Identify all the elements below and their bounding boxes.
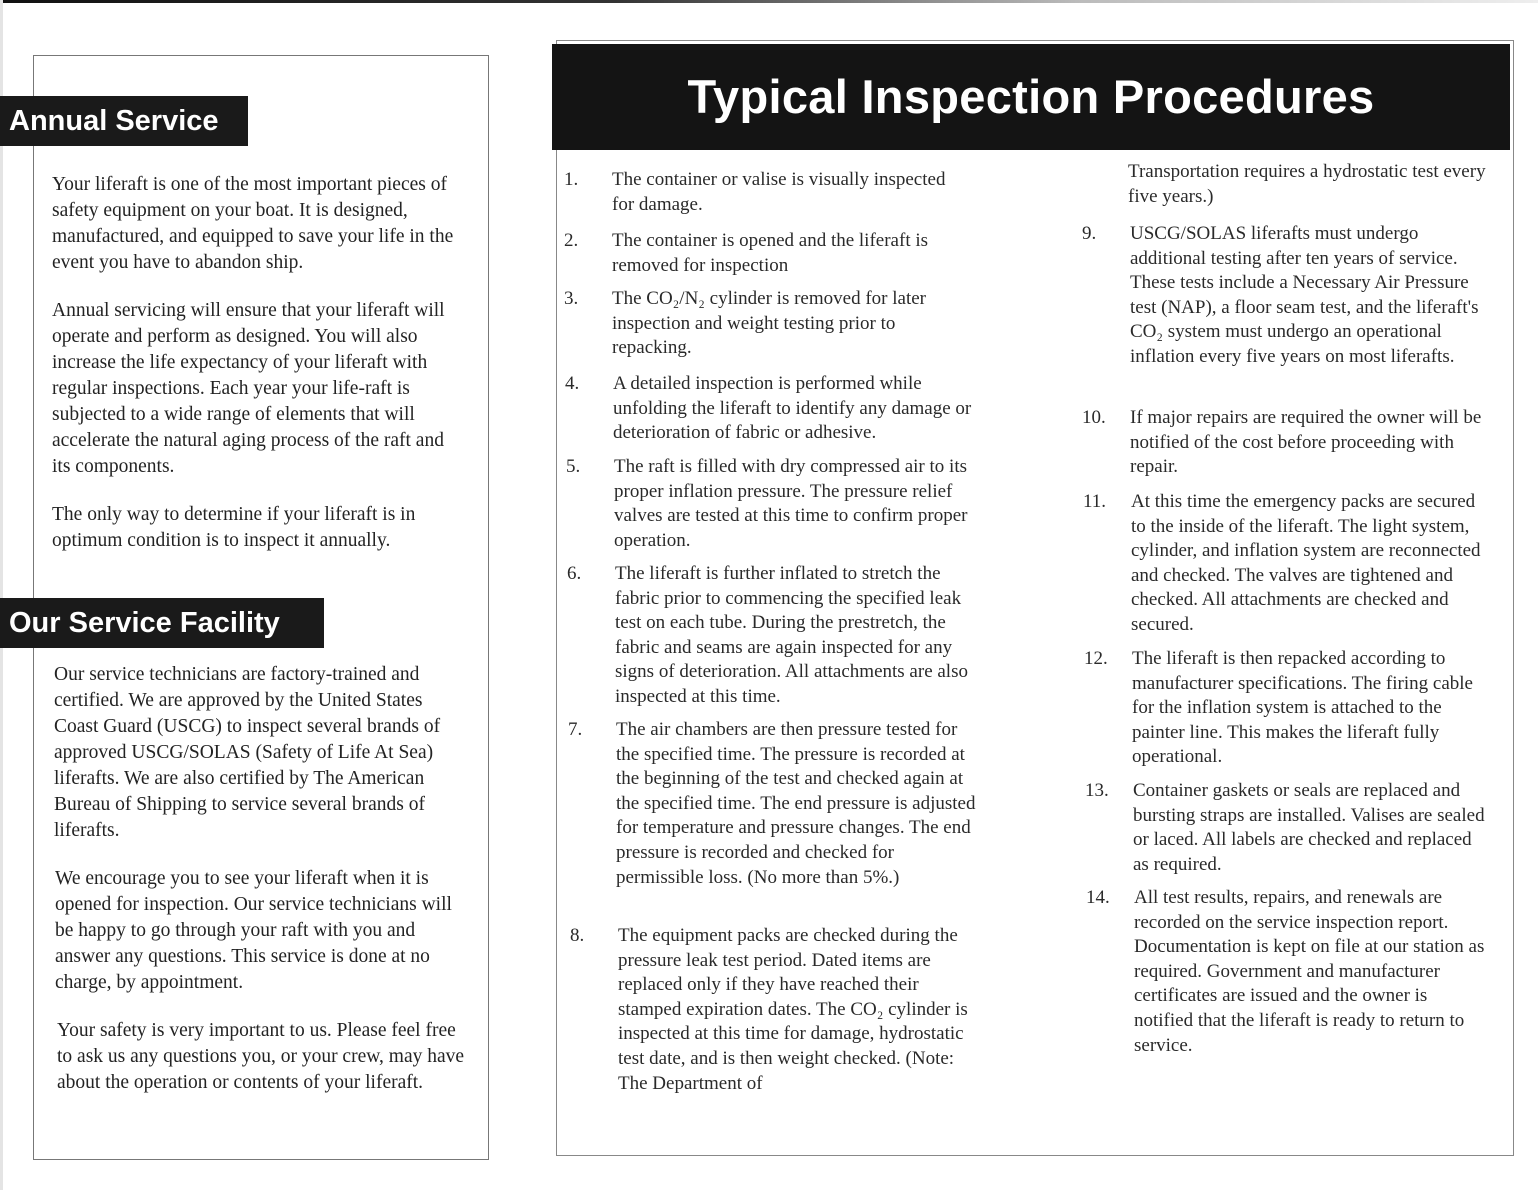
service-facility-heading: Our Service Facility (0, 598, 324, 648)
title-banner (552, 44, 1510, 150)
step-text: The CO₂/N₂ cylinder is removed for later inspection and weight testing prior to repacking. (612, 288, 926, 359)
page-title: Typical Inspection Procedures (687, 70, 1375, 123)
step-number: 11. (1083, 491, 1107, 512)
step-number: 6. (567, 563, 582, 584)
step-text: If major repairs are required the owner will be notified of the cost before proceeding with repair. (1130, 407, 1482, 478)
step-number: 4. (565, 373, 580, 394)
annual-paragraph-3: The only way to determine if your liferaft is in optimum condition is to inspect it annually. (52, 504, 416, 551)
step-number: 14. (1086, 887, 1110, 908)
step-text: A detailed inspection is performed while unfolding the liferaft to identify any damage or deterioration of fabric or adhesive. (613, 373, 972, 444)
step-text: The equipment packs are checked during the pressure leak test period. Dated items are replaced only if they have reached their stamped expiration dates. The CO₂ cylinder is inspected at this time for damage, hydrostatic test date, and is then weight checked. (Note: The Department of (618, 925, 968, 1094)
step-number: 3. (564, 288, 579, 309)
step-text: The air chambers are then pressure tested for the specified time. The pressure is recorded at the beginning of the test and checked again at the specified time. The end pressure is adjusted for temperature and pressure changes. The end pressure is recorded and checked for permissible loss. (No more than 5%.) (616, 719, 976, 888)
annual-paragraph-2: Annual servicing will ensure that your liferaft will operate and perform as designed. You will also increase the life expectancy of your liferaft with regular inspections. Each year your life-raft is subjected to a wide range of elements that will accelerate the natural aging process of the raft and its components. (52, 300, 445, 477)
step-number: 12. (1084, 648, 1108, 669)
annual-service-heading: Annual Service (0, 96, 248, 146)
step-number: 8. (570, 925, 585, 946)
annual-paragraph-1: Your liferaft is one of the most important pieces of safety equipment on your boat. It is designed, manufactured, and equipped to save your life in the event you have to abandon ship. (52, 174, 454, 273)
step-number: 10. (1082, 407, 1106, 428)
facility-paragraph-1: Our service technicians are factory-trained and certified. We are approved by the United States Coast Guard (USCG) to inspect several brands of approved USCG/SOLAS (Safety of Life At Sea) liferafts. We are also certified by The American Bureau of Shipping to service several brands of liferafts. (54, 664, 441, 841)
facility-paragraph-3: Your safety is very important to us. Please feel free to ask us any questions you, or your crew, may have about the operation or contents of your liferaft. (57, 1020, 465, 1093)
step-text: All test results, repairs, and renewals are recorded on the service inspection report. Documentation is kept on file at our station as required. Government and manufacturer certificates are issued and the owner is notified that the liferaft is ready to return to service. (1134, 887, 1485, 1056)
step-number: 13. (1085, 780, 1109, 801)
step-number: 7. (568, 719, 583, 740)
top-rule (0, 0, 1538, 3)
step-text: Container gaskets or seals are replaced and bursting straps are installed. Valises are sealed or laced. All labels are checked and replaced as required. (1133, 780, 1485, 875)
facility-paragraph-2: We encourage you to see your liferaft when it is opened for inspection. Our service technicians will be happy to go through your raft with you and answer any questions. This service is done at no charge, by appointment. (55, 868, 452, 993)
step-number: 9. (1082, 223, 1097, 244)
step-text: The container is opened and the liferaft is removed for inspection (612, 230, 929, 276)
step-number: 5. (566, 456, 581, 477)
step-text: The container or valise is visually inspected for damage. (612, 169, 946, 215)
step-text: USCG/SOLAS liferafts must undergo additional testing after ten years of service. These tests include a Necessary Air Pressure test (NAP), a floor seam test, and the liferaft's CO₂ system must undergo an operational inflation every five years on most liferafts. (1130, 223, 1479, 367)
step-number: 1. (564, 169, 579, 190)
step-text: The liferaft is then repacked according to manufacturer specifications. The firing cable for the inflation system is attached to the painter line. This makes the liferaft fully operational. (1132, 648, 1473, 768)
step-text: The raft is filled with dry compressed air to its proper inflation pressure. The pressure relief valves are tested at this time to confirm proper operation. (614, 456, 968, 551)
step-8-continuation: Transportation requires a hydrostatic test every five years.) (1128, 161, 1486, 207)
step-text: The liferaft is further inflated to stretch the fabric prior to commencing the specified leak test on each tube. During the prestretch, the fabric and seams are again inspected for any signs of deterioration. All attachments are also inspected at this time. (615, 563, 968, 707)
step-text: At this time the emergency packs are secured to the inside of the liferaft. The light system, cylinder, and inflation system are reconnected and checked. The valves are tightened and checked. All attachments are checked and secured. (1131, 491, 1481, 635)
step-number: 2. (564, 230, 579, 251)
left-edge (0, 0, 3, 1190)
